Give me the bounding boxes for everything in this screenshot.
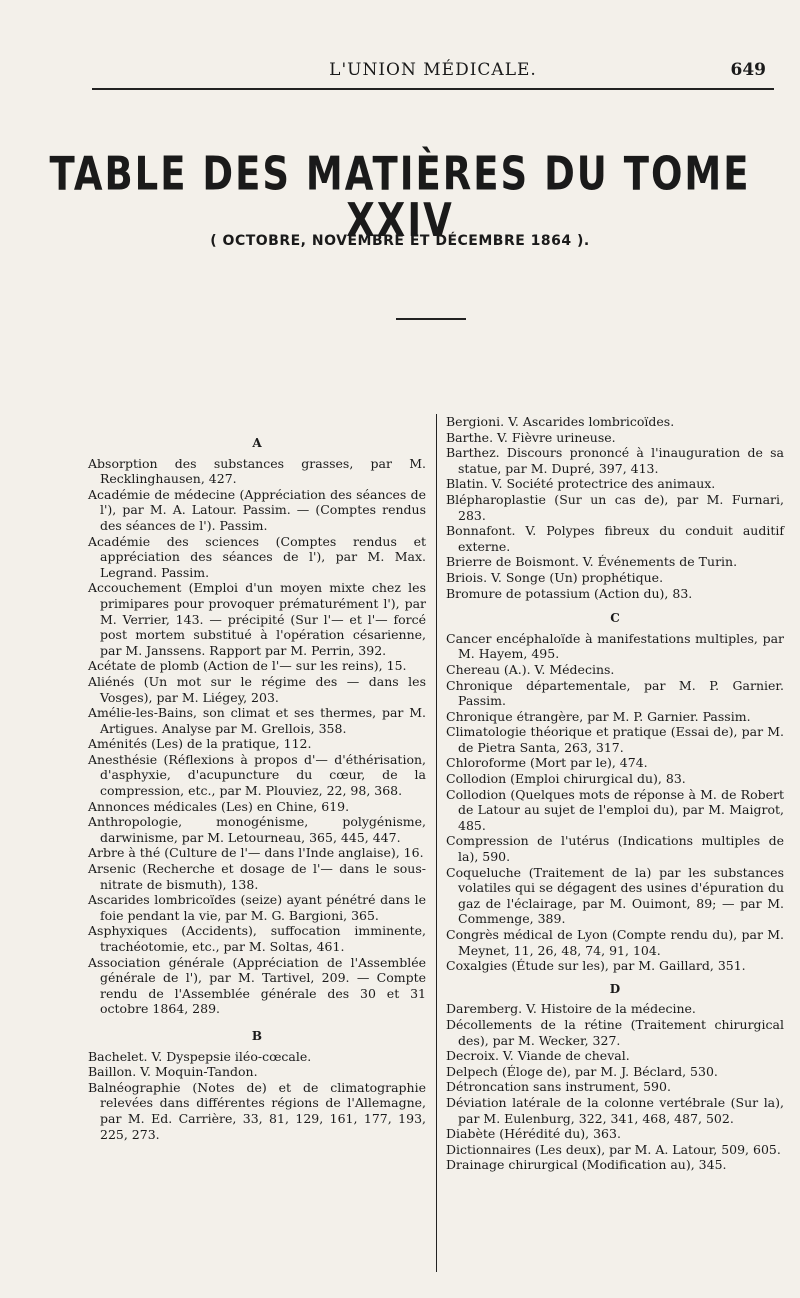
index-entry: Bromure de potassium (Action du), 83. — [446, 585, 693, 601]
index-entry: Anthropologie, monogénisme, polygénisme, darwinisme, par M. Letourneau, 365, 445, 447. — [88, 814, 426, 845]
index-entry: Chereau (A.). V. Médecins. — [446, 661, 615, 677]
index-entry: Aménités (Les) de la pratique, 112. — [88, 736, 312, 752]
index-entry: Aliénés (Un mot sur le régime des — dans les Vosges), par M. Liégey, 203. — [88, 673, 426, 705]
page-subtitle: ( OCTOBRE, NOVEMBRE ET DÉCEMBRE 1864 ). — [210, 233, 590, 249]
section-letter-d: D — [609, 981, 621, 996]
index-entry: Académie des sciences (Comptes rendus et appréciation des séances de l'), par M. Max. Legrand. Passim. — [88, 533, 426, 580]
index-entry: Delpech (Éloge de), par M. J. Béclard, 530. — [446, 1063, 718, 1079]
index-entry: Daremberg. V. Histoire de la médecine. — [446, 1001, 696, 1017]
index-entry: Collodion (Emploi chirurgical du), 83. — [446, 771, 686, 787]
index-entry: Briois. V. Songe (Un) prophétique. — [446, 569, 664, 585]
index-entry: Annonces médicales (Les) en Chine, 619. — [88, 798, 350, 814]
index-entry: Climatologie théorique et pratique (Essai de), par M. de Pietra Santa, 263, 317. — [446, 724, 784, 755]
index-entry: Association générale (Appréciation de l'Assemblée générale de l'), par M. Tartivel, 209. — Compte rendu de l'Assemblée générale des 30 et 31 octobre 1864, 289. — [88, 954, 426, 1017]
index-entry: Decroix. V. Viande de cheval. — [446, 1048, 630, 1064]
index-entry: Dictionnaires (Les deux), par M. A. Latour, 509, 605. — [446, 1141, 781, 1157]
index-entry: Acétate de plomb (Action de l'— sur les reins), 15. — [88, 658, 407, 674]
header-rule — [92, 88, 774, 90]
index-entry: Brierre de Boismont. V. Événements de Turin. — [446, 554, 738, 570]
page-number: 649 — [730, 60, 766, 80]
index-entry: Coxalgies (Étude sur les), par M. Gaillard, 351. — [446, 958, 746, 974]
left-column — [88, 434, 426, 1142]
index-entry: Coqueluche (Traitement de la) par les substances volatiles qui se dégagent des usines d'épuration du gaz de l'éclairage, par M. Ouimont, 89; — par M. Commenge, 389. — [446, 864, 784, 927]
page-header — [92, 56, 774, 90]
column-divider — [436, 414, 437, 1272]
page-title: TABLE DES MATIÈRES DU TOME XXIV — [49, 147, 751, 247]
index-entry: Arbre à thé (Culture de l'— dans l'Inde anglaise), 16. — [88, 845, 424, 861]
index-entry: Anesthésie (Réflexions à propos d'— d'éthérisation, d'asphyxie, d'acupuncture du cœur, de la compression, etc., par M. Plouviez, 22, 98, 368. — [88, 751, 426, 799]
running-title: L'UNION MÉDICALE. — [329, 60, 537, 80]
index-entry: Blépharoplastie (Sur un cas de), par M. Furnari, 283. — [446, 491, 784, 523]
index-entry: Cancer encéphaloïde à manifestations multiples, par M. Hayem, 495. — [446, 630, 784, 662]
index-entry: Arsenic (Recherche et dosage de l'— dans le sous-nitrate de bismuth), 138. — [88, 861, 426, 892]
title-rule — [396, 318, 466, 320]
section-letter-c: C — [610, 611, 620, 626]
index-entry: Compression de l'utérus (Indications multiples de la), 590. — [446, 833, 784, 865]
section-letter-a: A — [252, 436, 262, 450]
right-column — [446, 414, 784, 1173]
index-entry: Balnéographie (Notes de) et de climatographie relevées dans différentes régions de l'Allemagne, par M. Ed. Carrière, 33, 81, 129, 161, 177, 193, 225, 273. — [88, 1079, 426, 1142]
index-entry: Amélie-les-Bains, son climat et ses thermes, par M. Artigues. Analyse par M. Grellois, 358. — [88, 705, 426, 736]
index-entry: Accouchement (Emploi d'un moyen mixte chez les primipares pour provoquer prématurément l'), par M. Verrier, 143. — précipité (Sur l'— et l'— forcé post mortem substitué à l'opération césarienne, par M. Janssens. Rapport par M. Perrin, 392. — [88, 580, 426, 658]
index-entry: Décollements de la rétine (Traitement chirurgical des), par M. Wecker, 327. — [446, 1016, 784, 1048]
index-entry: Drainage chirurgical (Modification au), 345. — [446, 1157, 727, 1173]
index-entry: Chloroforme (Mort par le), 474. — [446, 755, 648, 771]
index-entry: Barthe. V. Fièvre urineuse. — [446, 429, 616, 445]
index-entry: Diabète (Hérédité du), 363. — [446, 1126, 621, 1142]
index-entry: Détroncation sans instrument, 590. — [446, 1079, 671, 1095]
index-entry: Bergioni. V. Ascarides lombricoïdes. — [446, 414, 675, 429]
index-entry: Asphyxiques (Accidents), suffocation imminente, trachéotomie, etc., par M. Soltas, 461. — [88, 923, 426, 954]
index-entry: Bonnafont. V. Polypes fibreux du conduit auditif externe. — [446, 523, 784, 554]
index-entry: Blatin. V. Société protectrice des animaux. — [446, 476, 716, 492]
index-entry: Académie de médecine (Appréciation des séances de l'), par M. A. Latour. Passim. — (Comptes rendus des séances de l'). Passim. — [88, 486, 426, 533]
index-entry: Chronique départementale, par M. P. Garnier. Passim. — [446, 677, 784, 709]
index-entry: Baillon. V. Moquin-Tandon. — [88, 1064, 258, 1080]
index-entry: Ascarides lombricoïdes (seize) ayant pénétré dans le foie pendant la vie, par M. G. Bargioni, 365. — [88, 892, 426, 923]
index-entry: Déviation latérale de la colonne vertébrale (Sur la), par M. Eulenburg, 322, 341, 468, 487, 502. — [446, 1094, 784, 1126]
index-entry: Chronique étrangère, par M. P. Garnier. Passim. — [446, 708, 751, 724]
index-entry: Barthez. Discours prononcé à l'inauguration de sa statue, par M. Dupré, 397, 413. — [446, 445, 784, 476]
index-entry: Collodion (Quelques mots de réponse à M. de Robert de Latour au sujet de l'emploi du), par M. Maigrot, 485. — [446, 786, 784, 833]
index-entry: Absorption des substances grasses, par M. Recklinghausen, 427. — [88, 455, 426, 487]
index-entry: Bachelet. V. Dyspepsie iléo-cœcale. — [88, 1048, 312, 1064]
index-entry: Congrès médical de Lyon (Compte rendu du), par M. Meynet, 11, 26, 48, 74, 91, 104. — [446, 927, 784, 958]
section-letter-b: B — [251, 1028, 263, 1043]
